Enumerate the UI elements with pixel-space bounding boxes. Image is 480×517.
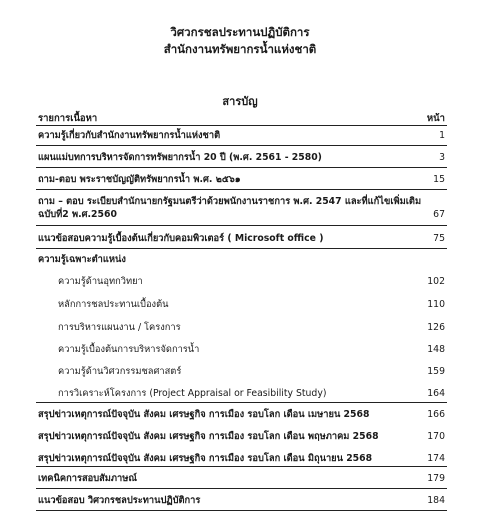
toc-entry: สรุปข่าวเหตุการณ์ปัจจุบัน สังคม เศรษฐกิจ การเมือง รอบโลก เดือน พฤษภาคม 2568 170 <box>38 431 445 442</box>
toc-entry: สรุปข่าวเหตุการณ์ปัจจุบัน สังคม เศรษฐกิจ การเมือง รอบโลก เดือน เมษายน 2568 166 <box>38 409 445 420</box>
toc-subentry: หลักการชลประทานเบื้องต้น 110 <box>58 299 445 310</box>
toc-divider <box>36 510 447 511</box>
toc-subentry: ความรู้เบื้องต้นการบริหารจัดการน้ำ 148 <box>58 344 445 355</box>
toc-divider <box>36 225 447 226</box>
toc-section-heading: ความรู้เฉพาะตำแหน่ง <box>38 254 126 265</box>
toc-subentry: การวิเคราะห์โครงการ (Project Appraisal or Feasibility Study) 164 <box>58 388 445 399</box>
header-title-line2: สำนักงานทรัพยากรน้ำแห่งชาติ <box>163 42 317 56</box>
toc-subentry: ความรู้ด้านอุทกวิทยา 102 <box>58 276 445 287</box>
toc-header-rule <box>36 125 447 126</box>
toc-entry: ถาม-ตอบ พระราชบัญญัติทรัพยากรน้ำ พ.ศ. ๒๕๖๑ 15 <box>38 174 445 185</box>
toc-subentry: การบริหารแผนงาน / โครงการ 126 <box>58 322 445 333</box>
toc-entry: แนวข้อสอบ วิศวกรชลประทานปฏิบัติการ 184 <box>38 495 445 506</box>
toc-column-header <box>38 111 445 126</box>
toc-divider <box>36 167 447 168</box>
toc-divider <box>36 466 447 467</box>
toc-entry: สรุปข่าวเหตุการณ์ปัจจุบัน สังคม เศรษฐกิจ การเมือง รอบโลก เดือน มิถุนายน 2568 174 <box>38 453 445 464</box>
toc-divider <box>36 248 447 249</box>
toc-divider <box>36 402 447 403</box>
toc-entry: ความรู้เกี่ยวกับสำนักงานทรัพยากรน้ำแห่งชาติ 1 <box>38 130 445 141</box>
column-page-label: หน้า <box>426 113 445 124</box>
header-title-line1: วิศวกรชลประทานปฏิบัติการ <box>170 25 310 39</box>
toc-entry: ถาม – ตอบ ระเบียบสำนักนายกรัฐมนตรีว่าด้วยพนักงานราชการ พ.ศ. 2547 และที่แก้ไขเพิ่มเติม ฉบับที่2 พ.ศ.2560 67 <box>38 196 445 220</box>
toc-entry: แนวข้อสอบความรู้เบื้องต้นเกี่ยวกับคอมพิวเตอร์ ( Microsoft office ) 75 <box>38 233 445 244</box>
toc-divider <box>36 488 447 489</box>
toc-subentry: ความรู้ด้านวิศวกรรมชลศาสตร์ 159 <box>58 366 445 377</box>
toc-title: สารบัญ <box>222 95 258 108</box>
toc-divider <box>36 189 447 190</box>
toc-entry: แผนแม่บทการบริหารจัดการทรัพยากรน้ำ 20 ปี (พ.ศ. 2561 - 2580) 3 <box>38 152 445 163</box>
toc-divider <box>36 145 447 146</box>
toc-entry: เทคนิคการสอบสัมภาษณ์ 179 <box>38 473 445 484</box>
column-content-label: รายการเนื้อหา <box>38 113 98 124</box>
document-header <box>0 24 480 58</box>
